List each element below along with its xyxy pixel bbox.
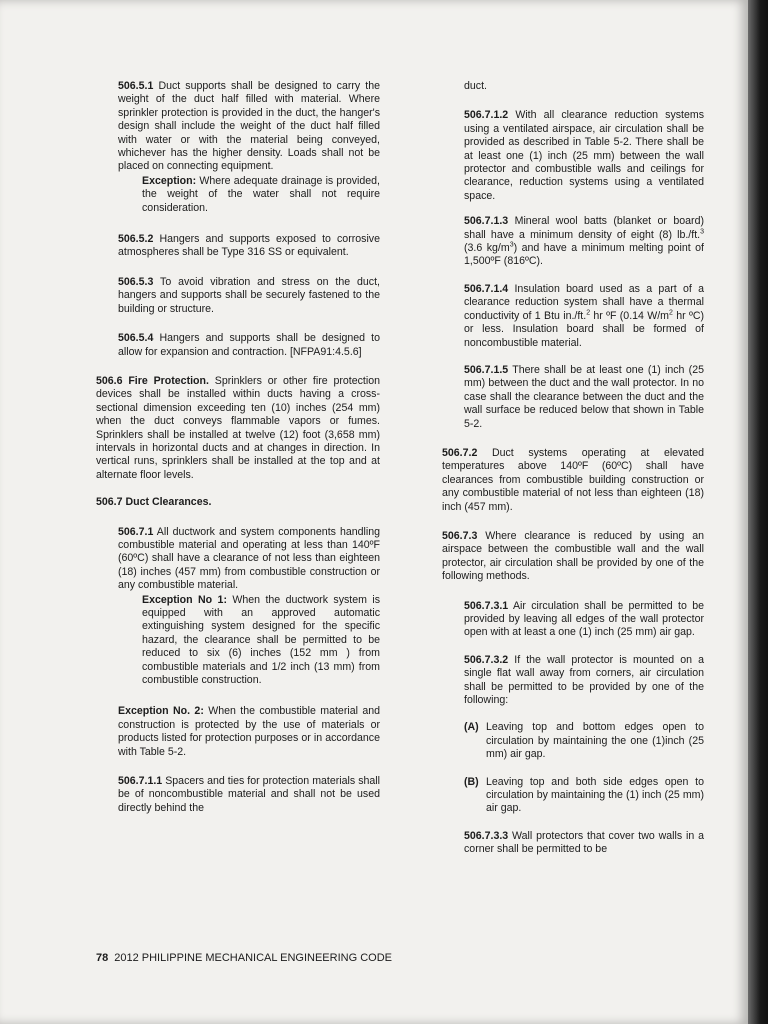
- section-number: 506.7.3: [442, 529, 478, 542]
- section-506-7-1-3: [464, 215, 704, 269]
- footer-title: 2012 PHILIPPINE MECHANICAL ENGINEERING CODE: [114, 952, 392, 964]
- section-number: 506.7.1.5: [464, 363, 509, 376]
- section-text: Hangers and supports shall be designed to allow for expansion and contraction. [NFPA91:4.5.6]: [118, 332, 380, 358]
- text-part: hr ºC) or less. Insulation board shall be formed of noncombustible material.: [464, 309, 705, 349]
- section-506-7-1-4: [464, 283, 704, 350]
- section-text: Spacers and ties for protection materials shall be of noncombustible material and shall not be used directly behind the: [118, 775, 380, 814]
- page-edge-shadow: [748, 0, 768, 1024]
- section-number: 506.7.1.2: [464, 109, 509, 122]
- continuation-text: duct.: [464, 80, 487, 92]
- section-number: 506.5.4: [118, 332, 154, 345]
- section-506-7-2: [442, 447, 704, 514]
- superscript: 3: [509, 241, 514, 249]
- section-text: With all clearance reduction systems using a ventilated airspace, air circulation shall be provided as described in Table 5-2. There shall be at least one (1) inch (25 mm) between the wall protector and combustible walls and ceilings for clearance, reduction systems using a ventilated space.: [464, 109, 704, 202]
- section-number: 506.7.1.3: [464, 215, 509, 228]
- section-text: Wall protectors that cover two walls in a corner shall be permitted to be: [464, 829, 704, 856]
- section-506-7-3: [442, 530, 704, 584]
- section-506-7-3-2: [464, 654, 704, 708]
- exception: [142, 175, 380, 215]
- section-text: Air circulation shall be permitted to be provided by leaving all edges of the wall protector open with at least a one (1) inch (25 mm) air gap.: [464, 599, 704, 639]
- section-number: 506.7.1.1: [118, 775, 163, 788]
- exception-label: Exception No 1:: [142, 593, 227, 606]
- section-text: Where clearance is reduced by using an airspace between the combustible wall and the wall protector, air circulation shall be provided by one of the following methods.: [442, 529, 704, 583]
- exception-label: Exception No. 2:: [118, 705, 204, 718]
- section-text: There shall be at least one (1) inch (25 mm) between the duct and the wall protector. In no case shall the clearance between the duct and the wall surface be reduced below that shown in Table 5-2.: [464, 363, 704, 430]
- superscript: 3: [700, 228, 704, 236]
- section-number: 506.7.1.4: [464, 282, 509, 295]
- section-number: 506.5.2: [118, 233, 154, 246]
- section-506-5-2: [118, 233, 380, 260]
- right-column: [442, 80, 704, 869]
- exception-text: When the combustible material and construction is protected by the use of materials or products listed for protection purposes or in accordance with Table 5-2.: [118, 705, 380, 758]
- page-number: 78: [96, 952, 109, 964]
- section-number: 506.7.1: [118, 525, 154, 538]
- text-part: Mineral wool batts (blanket or board) shall have a minimum density of eight (8) lb./ft.: [464, 215, 704, 241]
- section-number: 506.7.3.1: [464, 599, 509, 612]
- text-part: (3.6 kg/m: [464, 242, 510, 255]
- list-item-b: [464, 776, 704, 816]
- section-heading: 506.6 Fire Protection.: [96, 374, 209, 387]
- section-number: 506.5.1: [118, 80, 154, 92]
- exception-text: Where adequate drainage is provided, the weight of the water shall not require consideration.: [142, 174, 380, 214]
- left-column: [96, 80, 380, 827]
- section-text: To avoid vibration and stress on the duct, hangers and supports shall be securely fastened to the building or structure.: [118, 275, 380, 315]
- section-506-7-heading: [96, 496, 380, 509]
- section-text: Sprinklers or other fire protection devices shall be installed within ducts having a cross-sectional dimension exceeding ten (10) inches (254 mm) when the duct conveys flammable vapors or fumes. Sprinklers shall be installed at twelve (12) foot (3,658 mm) intervals in horizontal ducts and at changes in direction. In vertical runs, sprinklers shall be installed at the top and at alternate floor levels.: [96, 374, 381, 481]
- section-506-7-1: [118, 526, 380, 688]
- list-letter: (B): [464, 775, 479, 788]
- list-text: Leaving top and bottom edges open to circulation by maintaining the one (1)inch (25 mm) air gap.: [486, 721, 704, 761]
- section-number: 506.7.3.2: [464, 653, 509, 666]
- section-number: 506.5.3: [118, 275, 154, 288]
- superscript: 2: [669, 309, 673, 317]
- section-506-5-3: [118, 276, 380, 316]
- section-number: 506.7.2: [442, 446, 478, 459]
- superscript: 2: [586, 309, 591, 317]
- section-text: If the wall protector is mounted on a single flat wall away from corners, air circulation shall be permitted to be provided by one of the following:: [464, 653, 704, 707]
- exception-1: [142, 594, 380, 688]
- text-part: Insulation board used as a part of a clearance reduction system shall have a thermal conductivity of 1 Btu in./ft.: [464, 282, 704, 322]
- section-506-7-1-exception-2: [118, 705, 380, 759]
- page-footer: [96, 952, 392, 964]
- section-506-7-3-1: [464, 600, 704, 640]
- section-506-7-1-2: [464, 109, 704, 203]
- section-text: Duct systems operating at elevated temperatures above 140ºF (60ºC) shall have clearances from combustible building construction or any combustible material of not less than eighteen (18) inch (457 mm).: [442, 446, 704, 513]
- list-letter: (A): [464, 721, 479, 734]
- section-text: Hangers and supports exposed to corrosive atmospheres shall be Type 316 SS or equivalent.: [118, 233, 380, 259]
- section-text: Duct supports shall be designed to carry the weight of the duct half filled with material. Where sprinkler protection is provided in the duct, the hanger's design shall include the weight of the duct half filled with water or with the material being conveyed, whichever has the higher density. Loads shall not be placed on connecting equipment.: [118, 80, 380, 173]
- section-506-5-1: [118, 80, 380, 215]
- section-number: 506.7.3.3: [464, 829, 509, 842]
- section-506-7-1-5: [464, 364, 704, 431]
- section-506-7-3-3: [464, 830, 704, 857]
- list-text: Leaving top and both side edges open to circulation by maintaining the (1) inch (25 mm) air gap.: [486, 775, 704, 815]
- text-part: hr ºF (0.14 W/m: [590, 309, 670, 322]
- section-506-5-4: [118, 332, 380, 359]
- section-heading: 506.7 Duct Clearances.: [96, 496, 212, 509]
- section-506-7-1-1: [118, 775, 380, 815]
- section-text: All ductwork and system components handling combustible material and operating at less than 140ºF (60ºC) shall have a clearance of not less than eighteen (18) inches (457 mm) from combustible construction or any combustible material.: [118, 525, 380, 592]
- exception-text: When the ductwork system is equipped with an approved automatic extinguishing system designed for the specific hazard, the clearance shall be permitted to be reduced to six (6) inches (152 mm ) from combustible materials and 1/2 inch (13 mm) from combustible construction.: [142, 593, 380, 687]
- exception-label: Exception:: [142, 174, 197, 187]
- list-item-a: [464, 721, 704, 761]
- text-part: ) and have a minimum melting point of 1,500ºF (816ºC).: [464, 242, 705, 268]
- section-506-6: [96, 375, 380, 482]
